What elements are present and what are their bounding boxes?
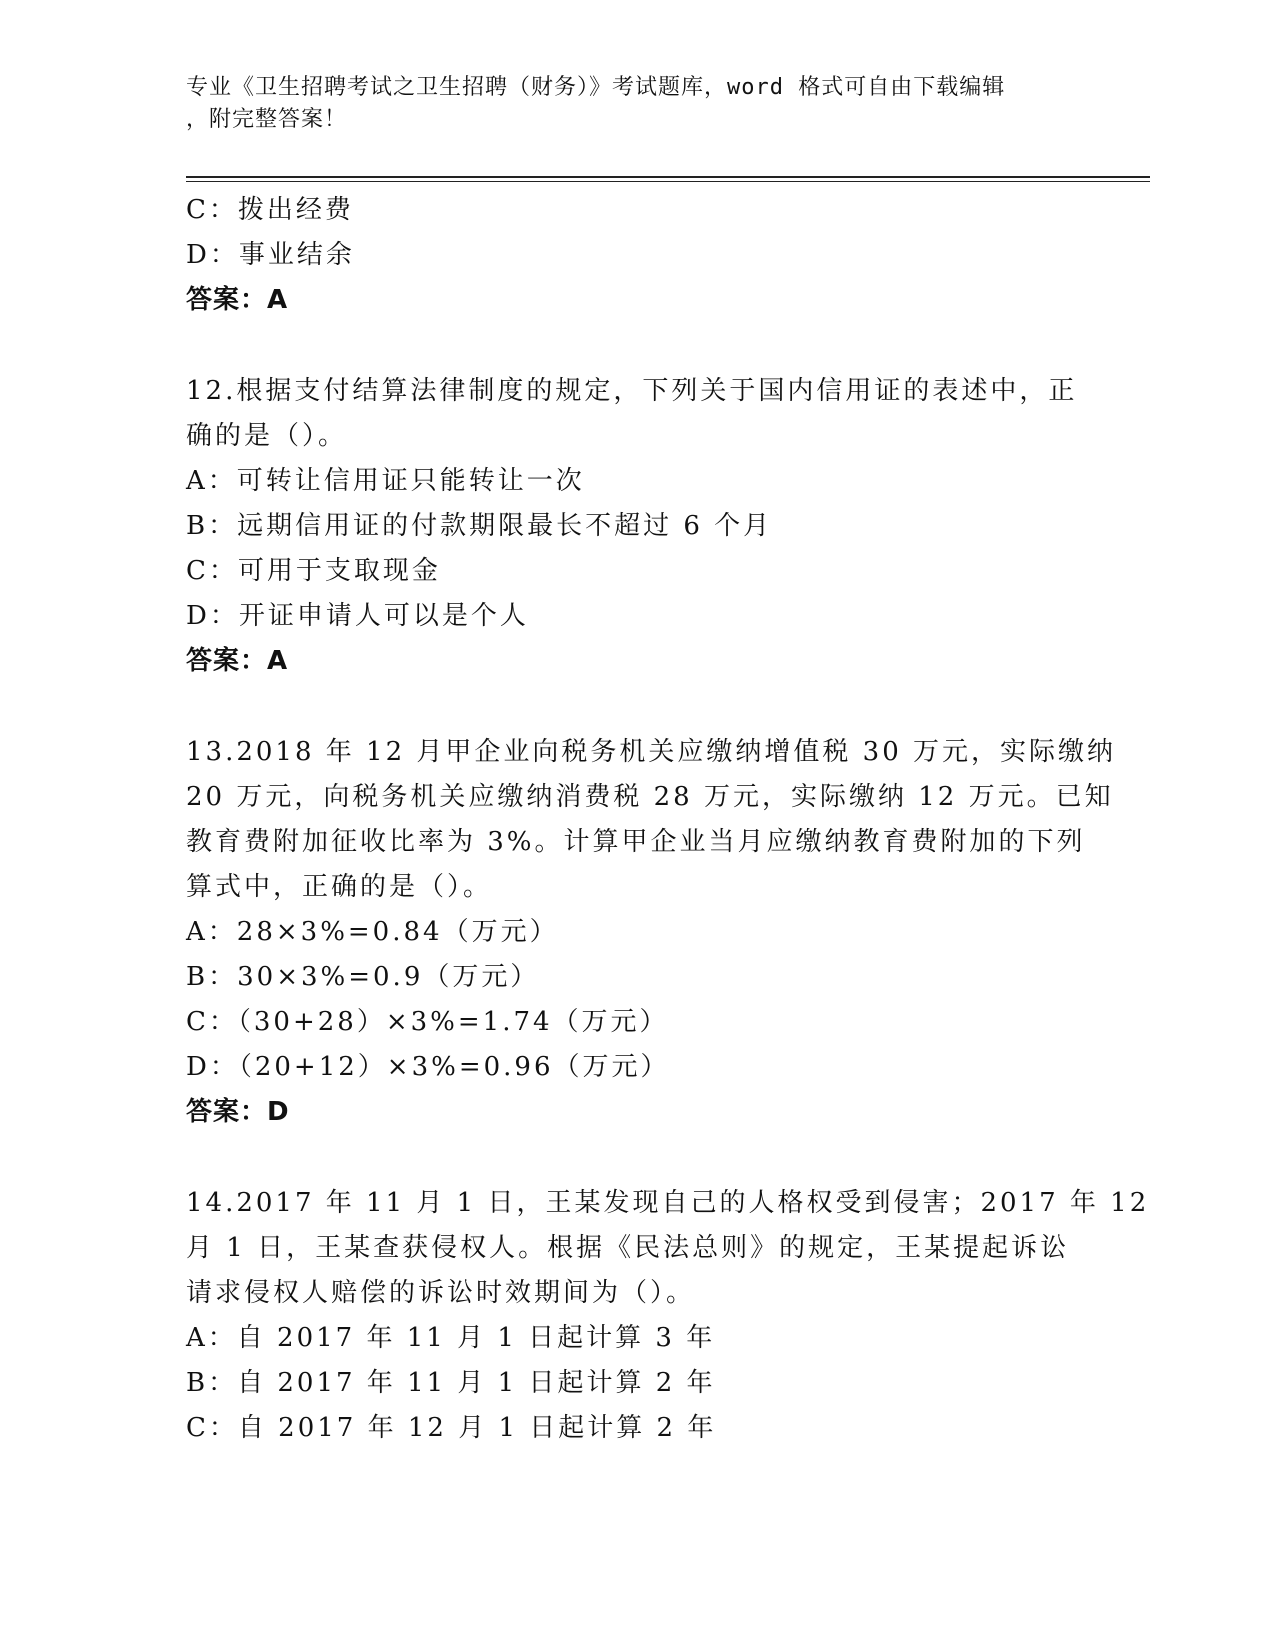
header-rule-thin xyxy=(186,181,1150,182)
question-stem: 请求侵权人赔偿的诉讼时效期间为（）。 xyxy=(186,1278,696,1308)
option: C：拨出经费 xyxy=(186,195,354,225)
question-stem: 教育费附加征收比率为 3%。计算甲企业当月应缴纳教育费附加的下列 xyxy=(186,827,1086,857)
prev-question xyxy=(186,188,1086,323)
header-line: ，附完整答案！ xyxy=(186,107,348,132)
option: B：30×3%=0.9（万元） xyxy=(186,962,540,992)
option: D：事业结余 xyxy=(186,240,355,270)
option: B：远期信用证的付款期限最长不超过 6 个月 xyxy=(186,511,773,541)
question-14 xyxy=(186,1181,1150,1451)
answer: 答案：D xyxy=(186,1097,290,1127)
option: A：可转让信用证只能转让一次 xyxy=(186,466,585,496)
question-stem: 14.2017 年 11 月 1 日，王某发现自己的人格权受到侵害；2017 年 12 xyxy=(186,1188,1150,1218)
option: A：28×3%=0.84（万元） xyxy=(186,917,559,947)
option: C：（30+28）×3%=1.74（万元） xyxy=(186,1007,669,1037)
question-stem: 13.2018 年 12 月甲企业向税务机关应缴纳增值税 30 万元，实际缴纳 xyxy=(186,737,1117,767)
answer: 答案：A xyxy=(186,646,289,676)
question-content xyxy=(186,188,1150,1451)
spacer xyxy=(186,323,1086,369)
document-header xyxy=(186,72,1066,136)
spacer xyxy=(186,1135,1086,1181)
answer: 答案：A xyxy=(186,285,289,315)
question-stem: 12.根据支付结算法律制度的规定，下列关于国内信用证的表述中，正 xyxy=(186,376,1078,406)
question-stem: 确的是（）。 xyxy=(186,421,348,451)
option: C：自 2017 年 12 月 1 日起计算 2 年 xyxy=(186,1413,717,1443)
option: D：（20+12）×3%=0.96（万元） xyxy=(186,1052,670,1082)
question-stem: 20 万元，向税务机关应缴纳消费税 28 万元，实际缴纳 12 万元。已知 xyxy=(186,782,1114,812)
header-line: 专业《卫生招聘考试之卫生招聘（财务）》考试题库，word 格式可自由下载编辑 xyxy=(186,75,1006,100)
option: A：自 2017 年 11 月 1 日起计算 3 年 xyxy=(186,1323,716,1353)
question-12 xyxy=(186,369,1086,684)
question-13 xyxy=(186,730,1117,1135)
header-rule xyxy=(186,176,1150,178)
option: B：自 2017 年 11 月 1 日起计算 2 年 xyxy=(186,1368,716,1398)
question-stem: 月 1 日，王某查获侵权人。根据《民法总则》的规定，王某提起诉讼 xyxy=(186,1233,1070,1263)
question-stem: 算式中，正确的是（）。 xyxy=(186,872,493,902)
spacer xyxy=(186,684,1086,730)
option: D：开证申请人可以是个人 xyxy=(186,601,529,631)
option: C：可用于支取现金 xyxy=(186,556,441,586)
